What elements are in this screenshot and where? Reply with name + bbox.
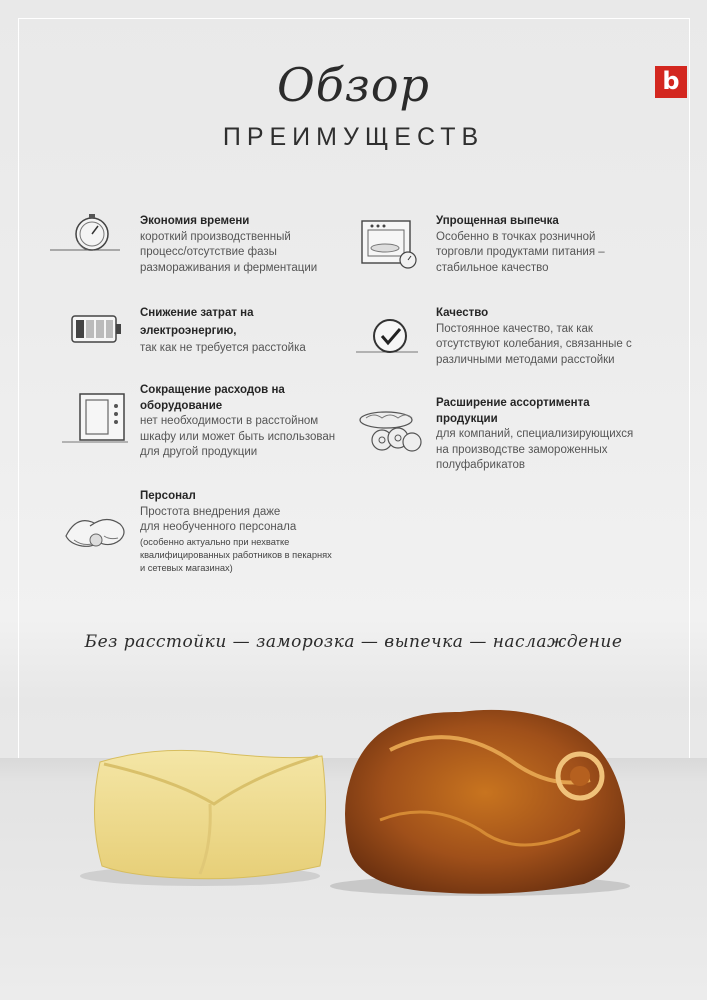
benefit-text-line: нет необходимости в расстойном (140, 415, 319, 428)
benefit-staff (140, 489, 332, 575)
brand-logo: b (655, 66, 687, 98)
pastry-photo (60, 690, 650, 905)
pastries-icon (356, 408, 432, 460)
benefit-time-saving (140, 214, 317, 276)
benefit-title: Упрощенная выпечка (436, 215, 559, 227)
benefit-title-line2: оборудование (140, 399, 223, 412)
benefit-text-line: для необученного персонала (140, 521, 297, 534)
benefit-title: Снижение затрат на (140, 307, 254, 319)
benefit-text-line: Особенно в точках розничной (436, 230, 596, 243)
benefit-text-line: процесс/отсутствие фазы (140, 246, 277, 259)
benefit-simplified-baking (436, 214, 605, 276)
benefit-text-line: для компаний, специализирующихся (436, 428, 634, 441)
title-caps: ПРЕИМУЩЕСТВ (222, 123, 485, 151)
benefit-title: Сокращение расходов на (140, 384, 285, 396)
benefit-text-line: стабильное качество (436, 261, 549, 274)
benefit-title-line2: электроэнергию, (140, 324, 237, 337)
benefit-text-line: полуфабрикатов (436, 459, 526, 472)
benefit-title-line2: продукции (436, 412, 498, 425)
benefit-text-line: короткий производственный (140, 230, 291, 243)
benefit-title: Расширение ассортимента (436, 397, 590, 409)
benefit-quality (436, 306, 632, 368)
benefit-range-expansion (436, 396, 633, 474)
oven-icon (358, 218, 422, 270)
stopwatch-icon (48, 212, 122, 258)
benefit-text-line: на производстве замороженных (436, 443, 608, 456)
benefit-text-line: Простота внедрения даже (140, 505, 281, 518)
benefit-text-line: Постоянное качество, так как (436, 322, 593, 335)
benefit-text-line: так как не требуется расстойка (140, 342, 306, 354)
battery-icon (70, 312, 124, 346)
benefit-title: Качество (436, 307, 489, 319)
slogan: Без расстойки — заморозка — выпечка — наслаждение (84, 632, 623, 652)
benefit-note-line: и сетевых магазинах) (140, 562, 233, 573)
benefit-text-line: различными методами расстойки (436, 353, 615, 366)
benefit-equipment-saving (140, 383, 335, 461)
benefit-note-line: квалифицированных работников в пекарнях (140, 549, 332, 560)
hands-dough-icon (60, 506, 134, 556)
proofing-cabinet-icon (62, 392, 128, 448)
checkmark-icon (356, 316, 418, 360)
benefit-energy-saving (140, 305, 306, 358)
benefit-title: Персонал (140, 490, 196, 502)
benefit-text-line: для другой продукции (140, 446, 258, 459)
benefit-note-line: (особенно актуально при нехватке (140, 536, 290, 547)
benefit-text-line: отсутствуют колебания, связанные с (436, 338, 632, 351)
benefit-title: Экономия времени (140, 215, 250, 227)
title-script: Обзор (276, 58, 431, 112)
benefit-text-line: шкафу или может быть использован (140, 430, 336, 443)
benefit-text-line: торговли продуктами питания – (436, 246, 605, 259)
benefit-text-line: размораживания и ферментации (140, 261, 318, 274)
